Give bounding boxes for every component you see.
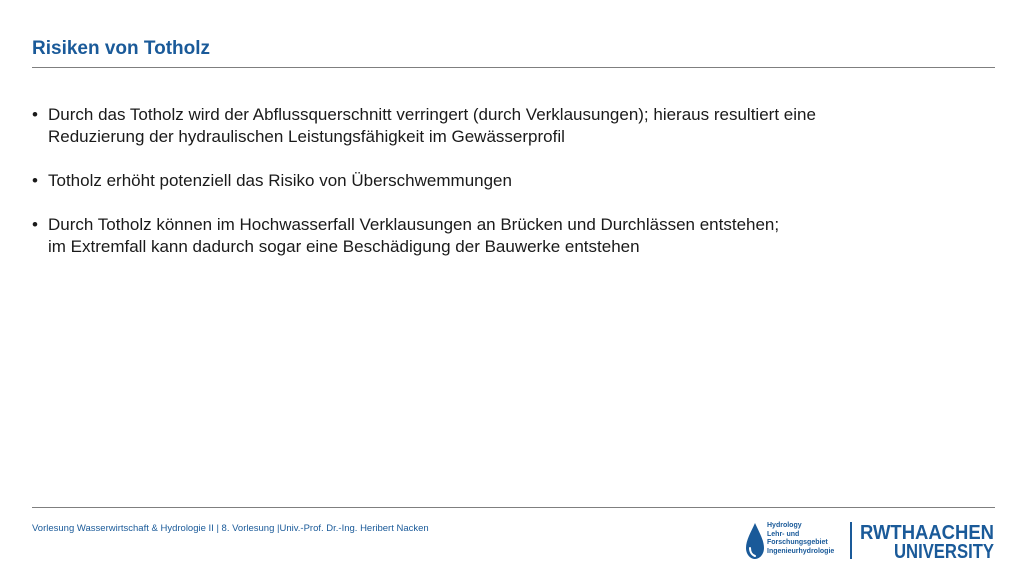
bullet-line: Totholz erhöht potenziell das Risiko von Überschwemmungen: [48, 171, 512, 190]
slide-title: Risiken von Totholz: [32, 38, 211, 59]
rwth-logo: [860, 520, 1000, 562]
logo-line: Forschungsgebiet: [767, 539, 828, 546]
rwth-logo-line1: RWTHAACHEN: [860, 522, 994, 544]
bullet-dot: •: [32, 105, 38, 124]
header-divider: [32, 67, 995, 68]
hydrology-logo: [744, 521, 844, 561]
bullet-item: [32, 170, 982, 192]
logo-separator: [850, 522, 852, 559]
bullet-line: Durch Totholz können im Hochwasserfall Verklausungen an Brücken und Durchlässen entstehen;: [48, 215, 780, 234]
logo-line: Hydrology: [767, 522, 802, 529]
rwth-logo-line2: UNIVERSITY: [894, 541, 995, 563]
logo-line: Ingenieurhydrologie: [767, 547, 835, 555]
bullet-dot: •: [32, 171, 38, 190]
bullet-list: [32, 104, 982, 280]
bullet-dot: •: [32, 215, 38, 234]
footer-text: Vorlesung Wasserwirtschaft & Hydrologie II | 8. Vorlesung |Univ.-Prof. Dr.-Ing. Heribert Nacken: [32, 523, 429, 534]
water-drop-icon: [744, 521, 766, 561]
bullet-line: Durch das Totholz wird der Abflussquerschnitt verringert (durch Verklausungen); hieraus resultiert eine: [48, 105, 816, 124]
rwth-logo-mark: [860, 520, 1000, 562]
bullet-line: im Extremfall kann dadurch sogar eine Beschädigung der Bauwerke entstehen: [48, 237, 640, 256]
logo-line: Lehr- und: [767, 530, 800, 538]
bullet-item: [32, 104, 982, 148]
bullet-line: Reduzierung der hydraulischen Leistungsfähigkeit im Gewässerprofil: [48, 127, 565, 146]
bullet-item: [32, 214, 982, 258]
hydrology-logo-text: [767, 522, 834, 556]
footer-divider: [32, 507, 995, 508]
